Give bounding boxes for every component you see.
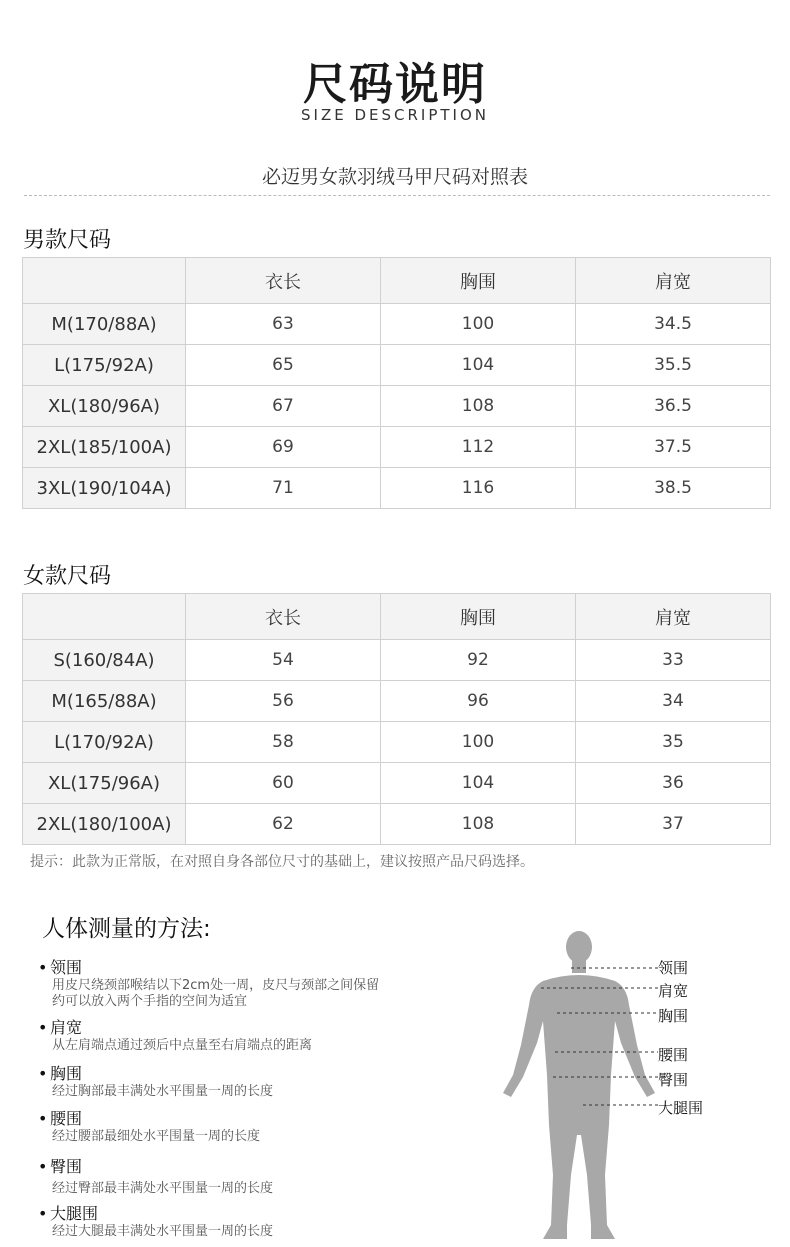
measure-item-desc: 经过胸部最丰满处水平围量一周的长度 — [52, 1084, 274, 1099]
table-row — [23, 681, 771, 722]
length-cell: 69 — [186, 427, 381, 468]
size-label: 2XL(185/100A) — [23, 427, 186, 468]
length-cell: 65 — [186, 345, 381, 386]
page-subtitle-en: SIZE DESCRIPTION — [301, 106, 489, 124]
women-section-title: 女款尺码 — [23, 564, 112, 589]
figure-label-chest: 胸围 — [658, 1007, 689, 1025]
shoulder-cell: 37 — [576, 804, 771, 845]
measure-title: 人体测量的方法: — [42, 916, 211, 942]
header-cell-shoulder: 肩宽 — [576, 594, 771, 640]
measure-item-desc: 经过臀部最丰满处水平围量一周的长度 — [52, 1181, 274, 1196]
measure-item-desc: 约可以放入两个手指的空间为适宜 — [52, 994, 248, 1009]
measure-item-desc: 从左肩端点通过颈后中点量至右肩端点的距离 — [52, 1038, 313, 1053]
length-cell: 63 — [186, 304, 381, 345]
table-row — [23, 386, 771, 427]
figure-label-neck: 领围 — [658, 959, 689, 977]
bullet-icon: • — [38, 1064, 48, 1083]
shoulder-cell: 36 — [576, 763, 771, 804]
chest-cell: 92 — [381, 640, 576, 681]
bullet-icon: • — [38, 1109, 48, 1128]
chest-cell: 100 — [381, 722, 576, 763]
chest-cell: 96 — [381, 681, 576, 722]
shoulder-cell: 34.5 — [576, 304, 771, 345]
size-note: 提示：此款为正常版，在对照自身各部位尺寸的基础上，建议按照产品尺码选择。 — [30, 854, 534, 870]
length-cell: 67 — [186, 386, 381, 427]
table-row — [23, 804, 771, 845]
measure-item-chest — [38, 1061, 273, 1100]
shoulder-cell: 33 — [576, 640, 771, 681]
chest-cell: 116 — [381, 468, 576, 509]
measure-item-name: 肩宽 — [50, 1018, 83, 1037]
measure-item-desc: 经过腰部最细处水平围量一周的长度 — [52, 1129, 261, 1144]
measure-item-desc: 用皮尺绕颈部喉结以下2cm处一周，皮尺与颈部之间保留 — [52, 978, 380, 993]
chart-caption: 必迈男女款羽绒马甲尺码对照表 — [261, 166, 528, 188]
header-cell-shoulder: 肩宽 — [576, 258, 771, 304]
body-figure-icon — [495, 925, 675, 1245]
table-row — [23, 468, 771, 509]
men-size-table — [22, 257, 771, 509]
length-cell: 60 — [186, 763, 381, 804]
shoulder-cell: 34 — [576, 681, 771, 722]
bullet-icon: • — [38, 1157, 48, 1176]
measure-item-name: 胸围 — [50, 1064, 83, 1083]
page-title: 尺码说明 — [303, 59, 487, 110]
shoulder-cell: 38.5 — [576, 468, 771, 509]
measure-item-name: 大腿围 — [50, 1204, 99, 1223]
header-cell-length: 衣长 — [186, 594, 381, 640]
table-row — [23, 722, 771, 763]
measure-item-neck — [38, 955, 379, 1010]
measure-item-hip — [38, 1154, 273, 1197]
table-header-row — [23, 594, 771, 640]
figure-label-hip: 臀围 — [658, 1071, 689, 1089]
dashed-divider — [24, 195, 770, 196]
length-cell: 54 — [186, 640, 381, 681]
size-label: XL(180/96A) — [23, 386, 186, 427]
header-cell-empty — [23, 594, 186, 640]
size-label: 2XL(180/100A) — [23, 804, 186, 845]
measure-item-name: 领围 — [50, 958, 83, 977]
shoulder-cell: 35.5 — [576, 345, 771, 386]
figure-label-shoulder: 肩宽 — [658, 982, 689, 1000]
table-row — [23, 640, 771, 681]
length-cell: 62 — [186, 804, 381, 845]
header-cell-chest: 胸围 — [381, 594, 576, 640]
women-size-table — [22, 593, 771, 845]
figure-label-waist: 腰围 — [658, 1046, 689, 1064]
shoulder-cell: 37.5 — [576, 427, 771, 468]
shoulder-cell: 35 — [576, 722, 771, 763]
size-label: M(165/88A) — [23, 681, 186, 722]
table-row — [23, 763, 771, 804]
chest-cell: 108 — [381, 804, 576, 845]
size-label: L(175/92A) — [23, 345, 186, 386]
bullet-icon: • — [38, 958, 48, 977]
chest-cell: 104 — [381, 345, 576, 386]
table-row — [23, 427, 771, 468]
length-cell: 56 — [186, 681, 381, 722]
size-label: 3XL(190/104A) — [23, 468, 186, 509]
table-row — [23, 304, 771, 345]
measure-item-name: 臀围 — [50, 1157, 83, 1176]
shoulder-cell: 36.5 — [576, 386, 771, 427]
length-cell: 71 — [186, 468, 381, 509]
header-cell-length: 衣长 — [186, 258, 381, 304]
size-label: S(160/84A) — [23, 640, 186, 681]
chest-cell: 100 — [381, 304, 576, 345]
men-section-title: 男款尺码 — [23, 228, 112, 253]
bullet-icon: • — [38, 1018, 48, 1037]
length-cell: 58 — [186, 722, 381, 763]
chest-cell: 104 — [381, 763, 576, 804]
measure-item-waist — [38, 1106, 260, 1145]
header-cell-chest: 胸围 — [381, 258, 576, 304]
table-header-row — [23, 258, 771, 304]
size-label: L(170/92A) — [23, 722, 186, 763]
size-label: XL(175/96A) — [23, 763, 186, 804]
measure-item-shoulder — [38, 1015, 312, 1054]
chest-cell: 112 — [381, 427, 576, 468]
table-row — [23, 345, 771, 386]
bullet-icon: • — [38, 1204, 48, 1223]
figure-label-thigh: 大腿围 — [658, 1099, 704, 1117]
measure-item-thigh — [38, 1201, 273, 1240]
chest-cell: 108 — [381, 386, 576, 427]
size-label: M(170/88A) — [23, 304, 186, 345]
header-cell-empty — [23, 258, 186, 304]
measure-item-desc: 经过大腿最丰满处水平围量一周的长度 — [52, 1224, 274, 1239]
measure-item-name: 腰围 — [50, 1109, 83, 1128]
